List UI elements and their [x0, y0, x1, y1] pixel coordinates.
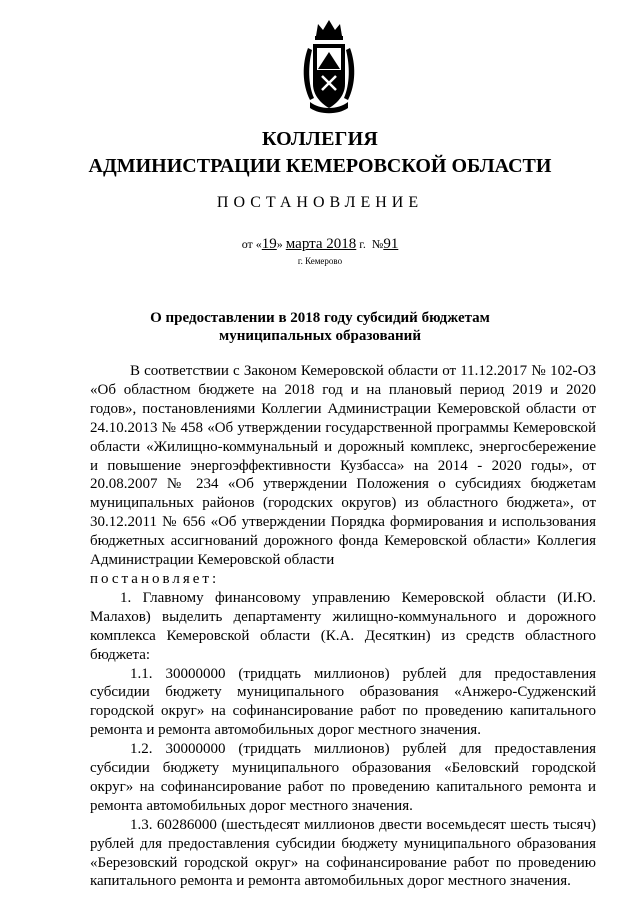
document-title: [0, 309, 640, 345]
document-number: 91: [383, 236, 399, 252]
date-day: 19: [261, 236, 277, 252]
org-name-line2: АДМИНИСТРАЦИИ КЕМЕРОВСКОЙ ОБЛАСТИ: [88, 155, 552, 177]
preamble-paragraph: В соответствии с Законом Кемеровской области от 11.12.2017 № 102-ОЗ «Об областном бюджете на 2018 год и на плановый период 2019 и 2020 годов», постановлениями Коллегии Администрации Кемеровской области от 24.10.2013 № 458 «Об утверждении государственной программы Кемеровской области «Жилищно-коммунальный и дорожный комплекс, энергосбережение и повышение энергоэффективности Кузбасса» на 2014 - 2020 годы», от 20.08.2007 № 234 «Об утверждении Положения о субсидиях бюджетам муниципальных районов (городских округов) из областного бюджета», от 30.12.2011 № 656 «Об утверждении Порядка формирования и использования бюджетных ассигнований дорожного фонда Кемеровской области» Коллегия Администрации Кемеровской области: [90, 363, 596, 569]
item-1-paragraph: 1. Главному финансовому управлению Кемеровской области (И.Ю. Малахов) выделить департаменту жилищно-коммунального и дорожного комплекса Кемеровской области (К.А. Десяткин) из средств областного бюджета:: [90, 589, 596, 663]
date-month-year: марта 2018: [285, 236, 357, 252]
date-mid: »: [276, 237, 286, 251]
document-date-line: [0, 236, 640, 253]
org-name-line1: КОЛЛЕГИЯ: [261, 128, 379, 150]
document-type: ПОСТАНОВЛЕНИЕ: [216, 194, 424, 211]
item-1-3-paragraph: 1.3. 60286000 (шестьдесят миллионов двести восемьдесят шесть тысяч) рублей для предоставления субсидии бюджету муниципального образования «Березовский городской округ» на софинансирование работ по проведению капитального ремонта и ремонта автомобильных дорог местного значения.: [90, 816, 596, 890]
title-line1: О предоставлении в 2018 году субсидий бюджетам: [150, 310, 490, 326]
document-city: г. Кемерово: [297, 256, 343, 266]
resolves-line: постановляет:: [90, 570, 220, 587]
date-year-suffix: г.: [356, 237, 366, 251]
date-prefix: от «: [241, 237, 262, 251]
document-body: [90, 362, 596, 891]
item-1-1-paragraph: 1.1. 30000000 (тридцать миллионов) рублей для предоставления субсидии бюджету муниципального образования «Анжеро-Судженский городской округ» на софинансирование работ по проведению капитального ремонта и ремонта автомобильных дорог местного значения.: [90, 665, 596, 739]
item-1-2-paragraph: 1.2. 30000000 (тридцать миллионов) рублей для предоставления субсидии бюджету муниципального образования «Беловский городской округ» на софинансирование работ по проведению капитального ремонта и ремонта автомобильных дорог местного значения.: [90, 741, 596, 814]
number-label: №: [371, 237, 384, 251]
title-line2: муниципальных образований: [219, 328, 421, 344]
coat-of-arms-emblem: [300, 14, 358, 120]
